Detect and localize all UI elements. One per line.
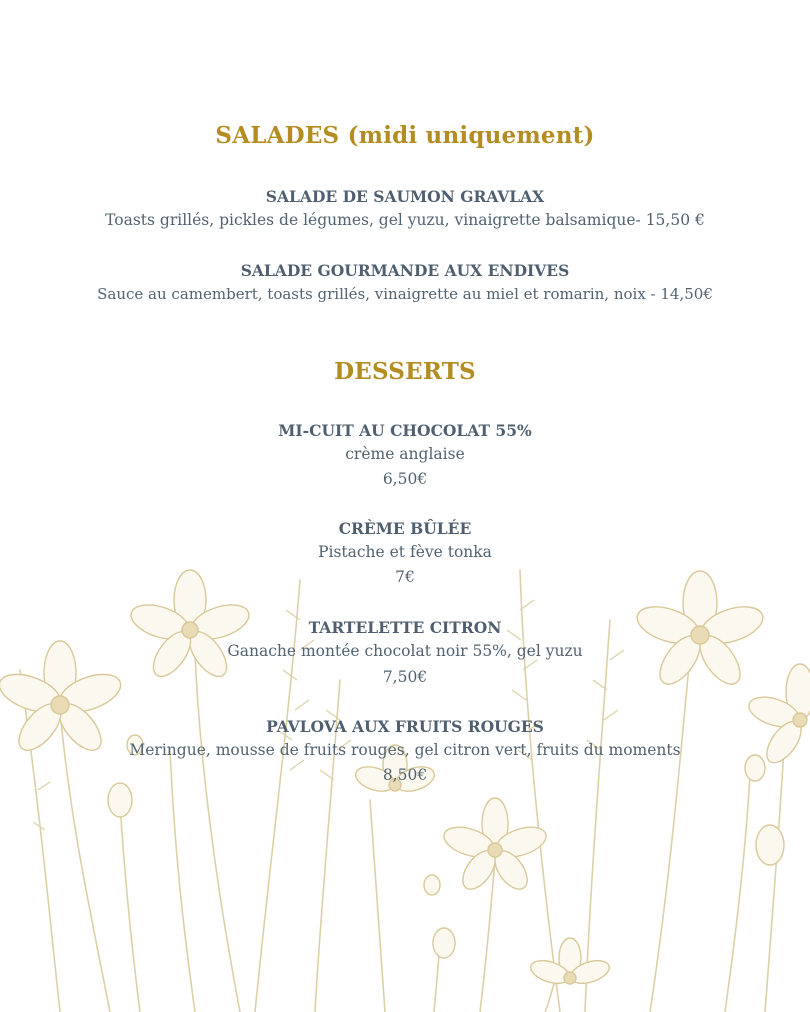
item-name-salade-endives: SALADE GOURMANDE AUX ENDIVES <box>240 261 570 280</box>
item-name-mi-cuit: MI-CUIT AU CHOCOLAT 55% <box>278 421 532 440</box>
item-name-pavlova: PAVLOVA AUX FRUITS ROUGES <box>266 717 544 736</box>
item-price-creme-brulee: 7€ <box>395 568 415 586</box>
item-name-tartelette: TARTELETTE CITRON <box>308 618 502 637</box>
item-price-tartelette: 7,50€ <box>382 668 428 686</box>
item-desc-salade-endives: Sauce au camembert, toasts grillés, vinaigrette au miel et romarin, noix - 14,50€ <box>97 285 713 303</box>
item-desc-pavlova: Meringue, mousse de fruits rouges, gel citron vert, fruits du moments <box>129 741 681 759</box>
section-title-desserts: DESSERTS <box>334 358 476 385</box>
item-desc-salade-saumon: Toasts grillés, pickles de légumes, gel yuzu, vinaigrette balsamique- 15,50 € <box>105 211 705 229</box>
item-price-pavlova: 8,50€ <box>382 766 428 784</box>
item-price-mi-cuit: 6,50€ <box>382 470 428 488</box>
section-title-salades: SALADES (midi uniquement) <box>215 122 595 149</box>
item-name-creme-brulee: CRÈME BÛLÉE <box>338 519 472 538</box>
item-desc-mi-cuit: crème anglaise <box>345 445 465 463</box>
item-name-salade-saumon: SALADE DE SAUMON GRAVLAX <box>265 187 545 206</box>
item-desc-creme-brulee: Pistache et fève tonka <box>318 543 492 561</box>
item-desc-tartelette: Ganache montée chocolat noir 55%, gel yuzu <box>227 642 583 660</box>
